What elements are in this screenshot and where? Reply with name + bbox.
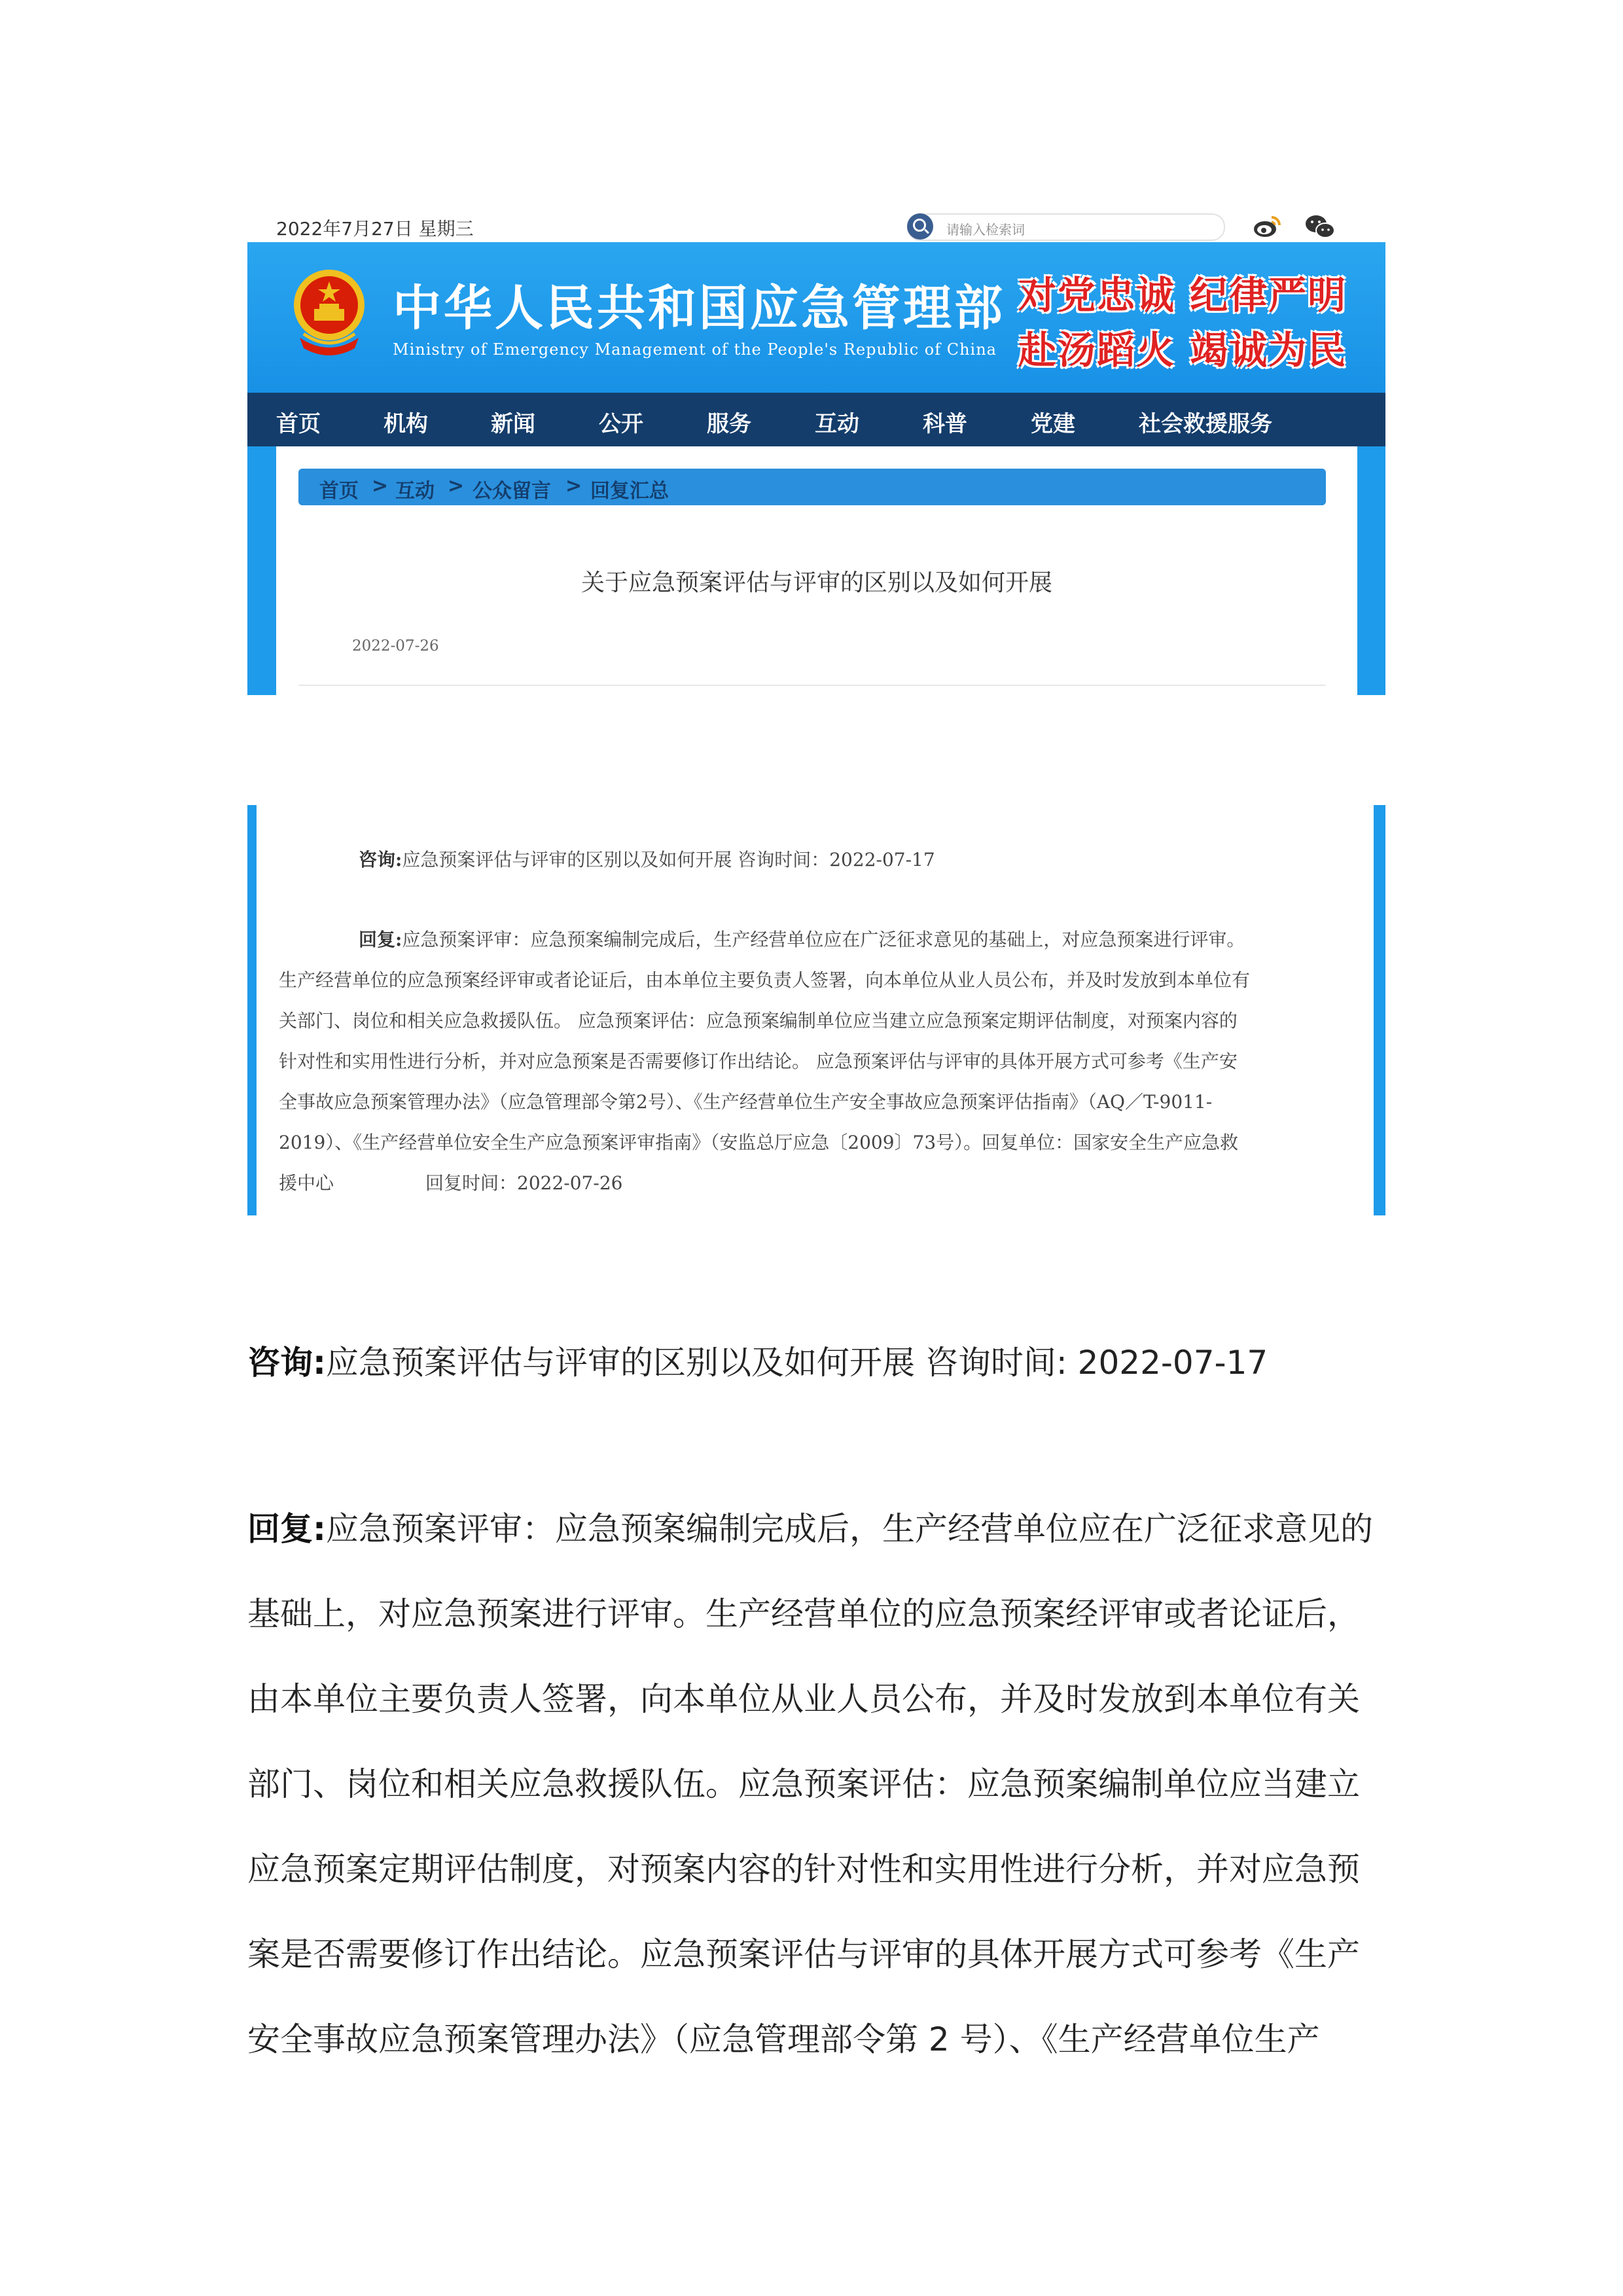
wechat-icon[interactable] [1304, 213, 1336, 240]
breadcrumb [298, 469, 1326, 505]
qa-answer-line [279, 1169, 622, 1195]
qa-answer-line: 生产经营单位的应急预案经评审或者论证后，由本单位主要负责人签署，向本单位从业人员公布，并及时发放到本单位有 [279, 969, 1251, 991]
qa-screenshot [247, 805, 1385, 1215]
reply-unit-end: 援中心 [279, 1172, 334, 1194]
answer-label: 回复: [359, 929, 402, 950]
nav-item-home[interactable]: 首页 [276, 411, 321, 437]
main-nav [247, 393, 1385, 446]
nav-item-party[interactable]: 党建 [1031, 411, 1075, 437]
left-edge [247, 805, 257, 1215]
nav-item-science[interactable]: 科普 [923, 411, 967, 437]
divider [298, 685, 1326, 686]
body-answer-line: 安全事故应急预案管理办法》（应急管理部令第 2 号）、《生产经营单位生产 [247, 2020, 1320, 2058]
body-question [247, 1336, 1268, 1384]
right-edge [1374, 805, 1385, 1215]
breadcrumb-home[interactable]: 首页 [319, 480, 359, 503]
body-question-label: 咨询: [247, 1344, 326, 1382]
site-banner [247, 242, 1385, 393]
website-screenshot [247, 209, 1385, 695]
qa-answer-line: 关部门、岗位和相关应急救援队伍。 应急预案评估：应急预案编制单位应当建立应急预案定期评估制度，对预案内容的 [279, 1010, 1238, 1031]
current-date: 2022年7月27日 星期三 [276, 218, 474, 240]
content-panel [276, 446, 1357, 695]
body-answer-line: 基础上，对应急预案进行评审。生产经营单位的应急预案经评审或者论证后， [247, 1595, 1360, 1633]
body-answer-line: 由本单位主要负责人签署，向本单位从业人员公布，并及时发放到本单位有关 [247, 1680, 1360, 1718]
site-title[interactable]: 中华人民共和国应急管理部 [393, 280, 1005, 336]
nav-item-public[interactable]: 公开 [599, 411, 643, 437]
question-label: 咨询: [359, 849, 402, 870]
national-emblem [291, 266, 368, 360]
breadcrumb-sep: > [565, 475, 582, 497]
article-title: 关于应急预案评估与评审的区别以及如何开展 [580, 569, 1052, 596]
answer-text: 应急预案评审：应急预案编制完成后，生产经营单位应在广泛征求意见的基础上，对应急预案进行评审。 [402, 929, 1245, 950]
site-subtitle: Ministry of Emergency Management of the People's Republic of China [393, 340, 997, 359]
nav-item-news[interactable]: 新闻 [491, 411, 535, 437]
body-answer-label: 回复: [247, 1510, 326, 1548]
search-placeholder[interactable]: 请输入检索词 [946, 222, 1025, 238]
search-box[interactable] [907, 213, 1225, 241]
nav-item-organization[interactable]: 机构 [383, 411, 428, 437]
qa-answer-line [359, 925, 1245, 952]
slogan-line-1: 对党忠诚 纪律严明 [1018, 273, 1347, 317]
body-answer-line: 部门、岗位和相关应急救援队伍。应急预案评估：应急预案编制单位应当建立 [247, 1765, 1360, 1803]
nav-item-services[interactable]: 服务 [707, 411, 751, 437]
slogan-line-2: 赴汤蹈火 竭诚为民 [1018, 328, 1347, 372]
body-question-text: 应急预案评估与评审的区别以及如何开展 咨询时间: 2022-07-17 [326, 1344, 1268, 1382]
top-bar [247, 209, 1385, 242]
breadcrumb-sep: > [448, 475, 465, 497]
qa-answer-line: 2019）、《生产经营单位安全生产应急预案评审指南》（安监总厅应急〔2009〕73号）。回复单位：国家安全生产应急救 [279, 1132, 1239, 1153]
body-answer-line: 应急预案定期评估制度，对预案内容的针对性和实用性进行分析，并对应急预 [247, 1850, 1360, 1888]
nav-item-interaction[interactable]: 互动 [815, 411, 859, 437]
breadcrumb-reply-summary[interactable]: 回复汇总 [590, 480, 669, 503]
qa-question [359, 846, 935, 872]
question-text: 应急预案评估与评审的区别以及如何开展 咨询时间：2022-07-17 [402, 849, 935, 870]
article-date: 2022-07-26 [352, 637, 439, 655]
reply-time: 回复时间：2022-07-26 [425, 1172, 623, 1194]
body-answer-text: 应急预案评审：应急预案编制完成后，生产经营单位应在广泛征求意见的 [326, 1510, 1373, 1548]
qa-answer-line: 针对性和实用性进行分析，并对应急预案是否需要修订作出结论。 应急预案评估与评审的具体开展方式可参考《生产安 [279, 1050, 1238, 1072]
breadcrumb-sep: > [372, 475, 389, 497]
search-icon[interactable] [907, 213, 933, 240]
weibo-icon[interactable] [1252, 215, 1282, 238]
nav-item-rescue-services[interactable]: 社会救援服务 [1139, 411, 1272, 437]
qa-answer-line: 全事故应急预案管理办法》（应急管理部令第2号）、《生产经营单位生产安全事故应急预案评估指南》（AQ／T-9011- [279, 1091, 1213, 1113]
body-answer-line: 案是否需要修订作出结论。应急预案评估与评审的具体开展方式可参考《生产 [247, 1935, 1360, 1973]
breadcrumb-interaction[interactable]: 互动 [395, 480, 435, 503]
breadcrumb-public-messages[interactable]: 公众留言 [473, 480, 551, 503]
body-answer-line [247, 1503, 1373, 1550]
